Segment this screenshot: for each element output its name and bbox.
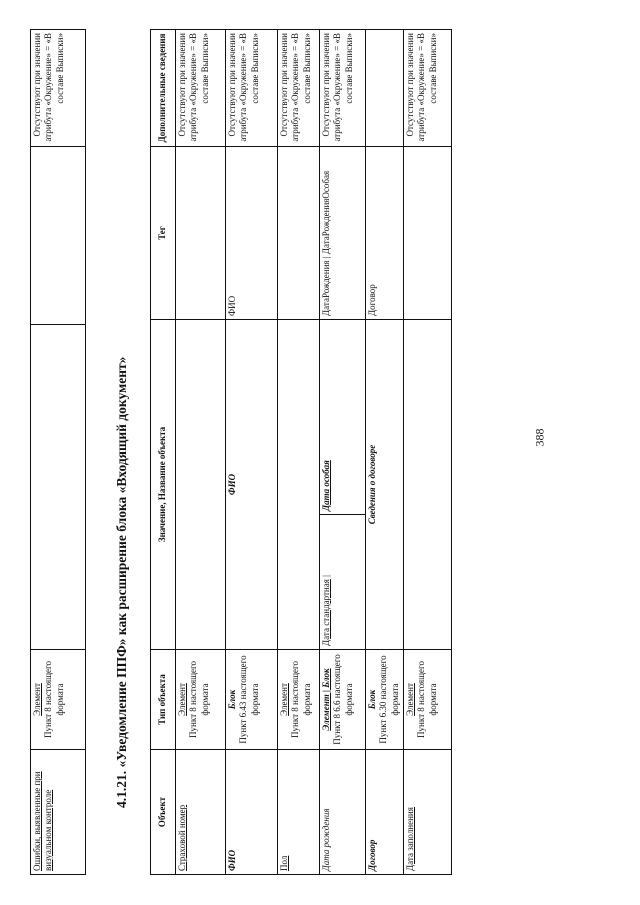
cell-tag	[278, 147, 320, 320]
cell-tag	[176, 147, 226, 320]
value-standard: Дата стандартная	[321, 579, 331, 646]
cell-value: Сведения о договоре	[366, 320, 404, 650]
cell-note: Отсутствуют при значении атрибута «Окружение» = «В составе Выписки»	[278, 30, 320, 147]
header-value: Значение, Название объекта	[151, 320, 176, 650]
cell-object: ФИО	[226, 750, 278, 875]
value-separator: |	[321, 575, 331, 580]
table-row	[278, 30, 320, 875]
cell-object: Страховой номер	[176, 750, 226, 875]
cell-type	[404, 650, 452, 750]
header-tag: Тег	[151, 147, 176, 320]
cell-note: Отсутствуют при значении атрибута «Окружение» = «В составе Выписки»	[176, 30, 226, 147]
cell-value	[278, 320, 320, 650]
type-kind: Элемент	[177, 683, 187, 716]
previous-table-fragment	[30, 29, 86, 875]
type-ref: Пункт 8 настоящего формата	[43, 661, 65, 738]
cell-type	[226, 650, 278, 750]
cell-object: Дата рождения	[320, 750, 366, 875]
header-object: Объект	[151, 750, 176, 875]
type-ref: Пункт 8 настоящего формата	[290, 661, 312, 738]
cell-value	[31, 325, 86, 650]
cell-tag: ДатаРождения | ДатаРожденияОсобая	[320, 147, 366, 320]
cell-tag: ФИО	[226, 147, 278, 320]
type-kind: Элемент	[279, 683, 289, 716]
table-row	[404, 30, 452, 875]
type-kind: Блок	[367, 689, 377, 710]
table-row	[226, 30, 278, 875]
type-ref: Пункт 8 настоящего формата	[188, 661, 210, 738]
cell-note	[366, 30, 404, 147]
table-row	[176, 30, 226, 875]
type-kind: Элемент	[32, 683, 42, 716]
page-number: 388	[532, 428, 547, 447]
cell-value: ФИО	[226, 320, 278, 650]
type-kind: Элемент	[405, 683, 415, 716]
cell-object: Дата заполнения	[404, 750, 452, 875]
cell-type	[320, 650, 366, 750]
cell-value	[404, 320, 452, 650]
table-row	[366, 30, 404, 875]
cell-note: Отсутствуют при значении атрибута «Окружение» = «В составе Выписки»	[31, 30, 86, 147]
type-ref: Пункт 8 настоящего формата	[416, 661, 438, 738]
rotated-page-content	[30, 30, 438, 880]
type-ref: Пункт 6.43 настоящего формата	[238, 655, 260, 744]
header-note: Дополнительные сведения	[151, 30, 176, 147]
cell-object: Договор	[366, 750, 404, 875]
header-type: Тип объекта	[151, 650, 176, 750]
cell-tag	[31, 147, 86, 325]
cell-type	[278, 650, 320, 750]
cell-type	[31, 650, 86, 750]
type-kind: Элемент | Блок	[321, 668, 331, 731]
table-row	[320, 30, 366, 875]
cell-value-standard	[320, 515, 366, 650]
cell-note: Отсутствуют при значении атрибута «Окружение» = «В составе Выписки»	[404, 30, 452, 147]
type-kind: Блок	[227, 689, 237, 710]
table-row	[31, 30, 86, 875]
cell-note: Отсутствуют при значении атрибута «Окружение» = «В составе Выписки»	[226, 30, 278, 147]
type-ref: Пункт 8 6.6 настоящего формата	[332, 654, 354, 745]
section-heading: 4.1.21. «Уведомление ППФ» как расширение блока «Входящий документ»	[114, 356, 129, 808]
ppf-notification-table	[150, 29, 452, 875]
cell-object: Пол	[278, 750, 320, 875]
cell-tag	[404, 147, 452, 320]
cell-value-special: Дата особая	[320, 320, 366, 515]
cell-note: Отсутствуют при значении атрибута «Окружение» = «В составе Выписки»	[320, 30, 366, 147]
header-row	[151, 30, 176, 875]
cell-object: Ошибки, выявленные при визуальном контроле	[31, 750, 86, 875]
cell-type	[366, 650, 404, 750]
cell-type	[176, 650, 226, 750]
cell-value	[176, 320, 226, 650]
cell-tag: Договор	[366, 147, 404, 320]
type-ref: Пункт 6.30 настоящего формата	[378, 655, 400, 744]
